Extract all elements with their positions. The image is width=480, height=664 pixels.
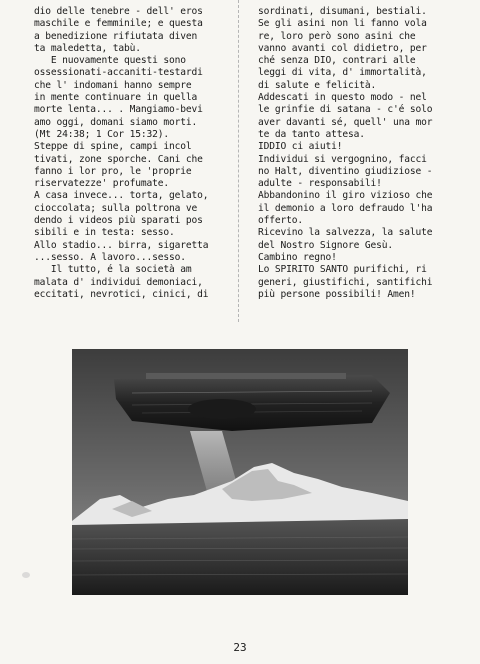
right-column-line: IDDIO ci aiuti! [258, 141, 343, 153]
left-column-line: malata d' individui demoniaci, [34, 276, 203, 288]
right-column-line: aver davanti sé, quell' una mor [258, 116, 433, 128]
right-column-line: sordinati, disumani, bestiali. [258, 6, 427, 17]
right-column-line: il demonio a loro defraudo l'ha [258, 202, 433, 214]
column-divider [238, 0, 240, 322]
plain-ground [72, 519, 408, 595]
right-column-line: più persone possibili! Amen! [258, 288, 416, 300]
left-column-line: cioccolata; sulla poltrona ve [34, 202, 198, 214]
right-column-line: re, loro però sono asini che [258, 30, 416, 42]
right-column-line: no Halt, diventino giudiziose - [258, 165, 433, 177]
spaceship [114, 373, 390, 431]
right-column-line: ché senza DIO, contrari alle [258, 55, 416, 67]
left-text-column [34, 6, 230, 301]
right-column-line: offerto. [258, 215, 304, 227]
left-column-line: A casa invece... torta, gelato, [34, 190, 209, 202]
left-column-line: in mente continuare in quella [34, 92, 198, 104]
right-column-line: Cambino regno! [258, 251, 337, 263]
page-number: 23 [233, 641, 247, 654]
left-column-line: a benedizione rifiutata diven [34, 30, 198, 42]
right-column-line: Ricevino la salvezza, la salute [258, 227, 433, 239]
left-column-line: tivati, zone sporche. Cani che [34, 153, 203, 165]
photo-illustration [72, 349, 408, 595]
right-column-line: le grinfie di satana - c'é solo [258, 104, 433, 116]
right-text-column [258, 6, 458, 301]
left-column-line: E nuovamente questi sono [34, 55, 186, 67]
right-column-line: Individui si vergognino, facci [258, 153, 427, 165]
right-column-line: adulte - responsabili! [258, 178, 382, 190]
left-column-line: fanno i lor pro, le 'proprie [34, 165, 192, 177]
left-column-line: dendo i videos più sparati pos [34, 215, 203, 227]
left-column-line: Il tutto, é la società am [34, 264, 192, 276]
left-column-line: (Mt 24:38; 1 Cor 15:32). [34, 128, 170, 140]
right-column-line: generi, giustifichi, santifichi [258, 276, 433, 288]
paper-smudge [22, 572, 30, 578]
left-column-line: riservatezze' profumate. [34, 178, 170, 190]
right-column-line: del Nostro Signore Gesù. [258, 239, 394, 251]
left-column-line: sibili e in testa: sesso. [34, 227, 175, 239]
left-column-line: ...sesso. A lavoro...sesso. [34, 251, 186, 263]
left-column-line: ta maledetta, tabù. [34, 42, 141, 54]
right-column-line: vanno avanti col didietro, per [258, 42, 427, 54]
left-column-line: dio delle tenebre - dell' eros [34, 6, 203, 17]
left-column-line: ossessionati-accaniti-testardi [34, 67, 203, 79]
ufo-over-mountain-photo [72, 349, 408, 595]
right-column-line: Addescati in questo modo - nel [258, 92, 427, 104]
left-column-line: che l' indomani hanno sempre [34, 79, 192, 91]
right-column-line: Abbandonino il giro vizioso che [258, 190, 433, 202]
right-column-line: di salute e felicità. [258, 79, 377, 91]
left-column-line: eccitati, nevrotici, cinici, di [34, 288, 209, 300]
left-column-line: Steppe di spine, campi incol [34, 141, 192, 153]
left-column-line: morte lenta... . Mangiamo-bevi [34, 104, 203, 116]
left-column-line: amo oggi, domani siamo morti. [34, 116, 198, 128]
left-column-line: Allo stadio... birra, sigaretta [34, 239, 209, 251]
right-column-line: te da tanto attesa. [258, 128, 365, 140]
right-column-line: Lo SPIRITO SANTO purifichi, ri [258, 264, 427, 276]
right-column-line: leggi di vita, d' immortalità, [258, 67, 427, 79]
left-column-line: maschile e femminile; e questa [34, 18, 203, 30]
right-column-line: Se gli asini non li fanno vola [258, 18, 427, 30]
